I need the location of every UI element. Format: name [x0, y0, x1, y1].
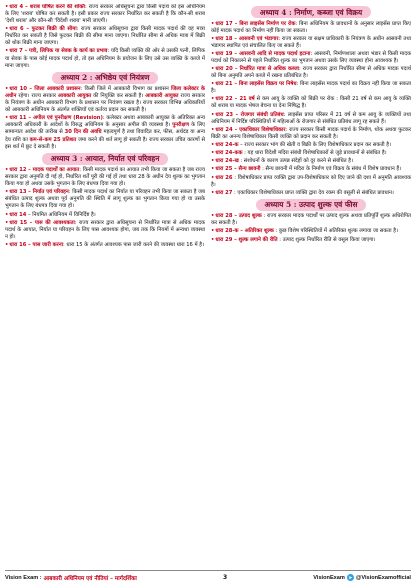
section-item	[5, 115, 205, 150]
section-item	[5, 167, 205, 188]
section-text: के लिए सामान्यतः आदेश की तारीख से	[5, 122, 205, 136]
section-label: धारा 21 – बिना लाइसेंस विक्रय पर निषेध	[215, 81, 297, 88]
bullet-icon: •	[5, 26, 9, 33]
section-item	[211, 96, 411, 110]
section-label: धारा 19 – आसवनी आदि से मादक पदार्थ हटाना	[215, 50, 311, 57]
left-column	[5, 4, 205, 567]
bullet-icon: •	[5, 48, 9, 55]
section-label: धारा 29 – शुल्क लगाने की रीति	[215, 236, 278, 243]
section-item	[211, 158, 411, 165]
section-item	[211, 190, 411, 197]
page-footer	[5, 570, 411, 584]
section-text: – नियमित अधिनियम में विनिर्दिष्ट है।	[26, 211, 96, 218]
section-text: : राज्य सरकार किसी मादक पदार्थ के निर्माण, थोक अथवा फुटकर बिक्री का अनन्य विशेषाधिकार किसी व्यक्ति को प्रदान कर सकती है।	[211, 126, 411, 140]
footer-guide-title: आबकारी अधिनियम एवं नीतियां – मार्गदर्शिका	[43, 575, 137, 582]
section-text: राज्य सरकार के नियंत्रण के अधीन आबकारी विभाग के प्रशासन पर नियंत्रण रखता है। राज्य सरकार विभिन्न अधिकारियों को आबकारी अधिनियम के अंतर्गत शक्तियाँ एवं कर्तव्य प्रदान कर सकती है।	[5, 93, 205, 114]
page-number: 3	[222, 574, 228, 581]
section-text: : राज्य सरकार द्वारा अधिसूचना से निर्धारित मात्रा से अधिक मादक पदार्थ के आयात, निर्यात या परिवहन के लिए पास आवश्यक होगा, जब तक कि नियमों में अन्यथा व्यवस्था न हो।	[5, 219, 205, 240]
section-item	[211, 81, 411, 95]
section-item	[5, 220, 205, 241]
bullet-icon: •	[211, 174, 215, 181]
chapter-heading: अध्याय 4 : निर्माण, कब्जा एवं विक्रय	[251, 6, 371, 18]
bullet-icon: •	[5, 189, 9, 196]
section-item	[211, 112, 411, 126]
highlight-text: आबकारी आयुक्त	[145, 93, 179, 100]
bullet-icon: •	[5, 211, 9, 218]
footer-brand-right: VisionExam	[313, 574, 345, 581]
section-text: महत्वपूर्ण है तथा विवादित कर, फीस, अर्थदंड या अन्य देय राशि का	[5, 129, 205, 143]
bullet-icon: •	[211, 189, 215, 196]
section-label: धारा 6 – फुटकर बिक्री की सीमा	[9, 26, 77, 33]
section-label: धारा 12 – मादक पदार्थों का आयात	[9, 167, 80, 174]
section-item	[5, 242, 205, 249]
section-label: धारा 26	[215, 174, 233, 181]
section-item	[211, 150, 411, 157]
bullet-icon: •	[5, 86, 9, 93]
footer-social[interactable]	[313, 574, 411, 581]
section-label: धारा 4 – शराब घोषित करने की शक्ति	[9, 4, 85, 10]
bullet-icon: •	[211, 96, 215, 103]
section-text: की नियुक्ति कर सकती है।	[91, 93, 146, 100]
section-label: धारा 25 – सैन्य छावनी	[215, 166, 261, 173]
bullet-icon: •	[5, 167, 9, 174]
section-text: : उत्पाद शुल्क निर्धारित रीति से वसूल किया जाएगा।	[277, 236, 376, 243]
section-text: : कुछ विशेष परिस्थितियों में अतिरिक्त शुल्क लगाया जा सकता है।	[273, 228, 398, 235]
section-text: : राज्य सरकार या सक्षम प्राधिकारी के नियंत्रण के अधीन आसवनी तथा भंडागार स्थापित एवं संचालित किए जा सकते हैं।	[211, 35, 411, 49]
section-label: धारा 17 – बिना लाइसेंस निर्माण पर रोक	[215, 20, 296, 27]
section-text: : लाइसेंस प्राप्त परिसर में 21 वर्ष से कम आयु के व्यक्तियों तथा अधिनियम में निर्दिष्ट परिस्थितियों में महिलाओं के रोजगार से संबंधित प्रतिबंध लागू रह सकते हैं।	[211, 111, 411, 125]
section-text: जमा करने की शर्त लागू हो सकती है। राज्य सरकार उचित कारणों से इस शर्त में छूट दे सकती है।	[5, 136, 205, 150]
section-label: धारा 18 – आसवनी एवं भंडागार	[215, 35, 279, 42]
section-text: : कलेक्टर अथवा आबकारी आयुक्त के अतिरिक्त अन्य आबकारी अधिकारी के आदेशों के विरुद्ध अधिनियम के अनुसार अपील की व्यवस्था है।	[5, 115, 205, 129]
section-text: : किसी जिले में आबकारी विभाग का प्रशासन	[80, 86, 172, 93]
chapter-heading: अध्याय 3 : आयात, निर्यात एवं परिवहन	[42, 153, 169, 165]
section-text: : सैन्य छावनी में मदिरा के निर्माण एवं विक्रय के संबंध में विशेष प्रावधान हैं।	[260, 166, 402, 173]
section-item	[211, 142, 411, 149]
section-label: धारा 10 – जिला आबकारी प्रशासन	[9, 86, 81, 93]
bullet-icon: •	[211, 66, 215, 73]
section-label: धारा 22 – 21 वर्ष	[215, 96, 255, 103]
section-item	[211, 127, 411, 141]
bullet-icon: •	[211, 111, 215, 118]
section-text: : राज्य सरकार द्वारा निर्धारित सीमा से अधिक मादक पदार्थ को बिना अनुमति अपने कब्जे में रखना प्रतिबंधित है।	[211, 66, 411, 80]
chapter-heading: अध्याय 2 : अभिष्ठेय एवं नियंत्रण	[52, 72, 159, 84]
section-text: : किसी मादक पदार्थ का निर्यात या परिवहन तभी किया जा सकता है जब संबंधित उत्पाद शुल्क अथवा पूर्व अनुमति की स्थिति में लागू शुल्क का भुगतान किया गया हो या उसके भुगतान के लिए बंधपत्र दिया गया हो।	[5, 189, 205, 210]
section-text: रहेगा। राज्य सरकार	[16, 93, 58, 100]
section-item	[211, 228, 411, 235]
section-label: धारा 24-क	[215, 142, 239, 148]
section-item	[211, 21, 411, 35]
section-label: धारा 24-ख	[215, 158, 239, 165]
section-item	[211, 166, 411, 173]
section-item	[211, 66, 411, 80]
bullet-icon: •	[211, 213, 215, 220]
bullet-icon: •	[5, 4, 9, 10]
section-label: धारा 24 – एकाधिकार विशेषाधिकार	[215, 126, 286, 133]
footer-brand: Vision Exam :	[5, 574, 42, 581]
section-item	[211, 175, 411, 189]
bullet-icon: •	[211, 50, 215, 57]
section-text: : राज्य सरकार अधिसूचना द्वारा किसी मादक पदार्थ की वह मात्रा निर्धारित कर सकती है जिसे फुटकर बिक्री की सीमा माना जाएगा। निर्धारित सीमा से अधिक मात्रा में बिक्री को थोक बिक्री माना जाएगा।	[5, 26, 205, 47]
section-label: धारा 14	[9, 211, 27, 218]
bullet-icon: •	[211, 228, 215, 235]
highlight-text: आबकारी आयुक्त	[57, 93, 92, 100]
footer-handle: @VisionExamofficial	[355, 574, 411, 581]
section-label: धारा 11 – अपील एवं पुनरीक्षण (Revision)	[9, 115, 103, 122]
bullet-icon: •	[5, 115, 9, 122]
section-item	[211, 51, 411, 65]
section-label: धारा 24-कक	[215, 150, 243, 157]
section-label: धारा 27	[215, 189, 233, 196]
section-item	[5, 212, 205, 219]
bullet-icon: •	[211, 142, 215, 148]
section-item	[5, 4, 205, 25]
section-text: : बिना लाइसेंस मादक पदार्थ का विक्रय नहीं किया जा सकता है।	[211, 81, 411, 95]
section-item	[211, 213, 411, 227]
highlight-text: 30 दिन की अवधि	[64, 129, 102, 136]
section-text: : संशोधनों के कारण उत्पन्न संदेहों को दूर करने से संबंधित है।	[238, 158, 353, 165]
bullet-icon: •	[211, 35, 215, 42]
bullet-icon: •	[211, 81, 215, 88]
bullet-icon: •	[5, 219, 9, 226]
highlight-text: जिला कलेक्टर के अधीन	[5, 86, 205, 100]
highlight-text: कम-से-कम 25 प्रतिशत	[29, 136, 77, 143]
bullet-icon: •	[211, 20, 215, 27]
section-label: धारा 13 – निर्यात एवं परिवहन	[9, 189, 69, 196]
section-text: : धारा 15 के अंतर्गत आवश्यक पास जारी करने की व्यवस्था धारा 16 में है।	[62, 241, 204, 248]
bullet-icon: •	[211, 126, 215, 133]
section-text: : आसवनी, निर्माणशाला अथवा भंडार से किसी मादक पदार्थ को निकालने से पहले निर्धारित शुल्क का भुगतान अथवा उसके लिए व्यवस्था होना आवश्यक है।	[211, 50, 411, 64]
chapter-heading: अध्याय 5 : उत्पाद शुल्क एवं फीस	[256, 199, 367, 211]
section-text: : राज्य सरकार मादक पदार्थों पर उत्पाद शुल्क अथवा प्रतिपूर्ति शुल्क अधिरोपित कर सकती है।	[211, 213, 411, 227]
section-label: धारा 20 – निर्धारित मात्रा से अधिक कब्जा	[215, 66, 300, 73]
section-text: – राज्य सरकार भांग की खेती व बिक्री के लिए विशेषाधिकार प्रदान कर सकती है।	[238, 142, 391, 148]
section-text: : यह धारा विदेशी मदिरा संबंधी विशेषाधिकारों से जुड़े प्रावधानों से संबंधित है।	[242, 150, 387, 157]
section-item	[211, 36, 411, 50]
content-columns	[5, 4, 411, 567]
section-item	[5, 26, 205, 47]
bullet-icon: •	[211, 236, 215, 243]
highlight-text: पुनरीक्षण	[172, 122, 189, 129]
telegram-icon: ➤	[348, 575, 353, 580]
section-label: धारा 23 – रोजगार संबंधी प्रतिबंध	[215, 111, 284, 118]
section-label: धारा 7 – पत्री, लिपिक या सेवक के कार्य का प्रभाव	[9, 48, 108, 55]
section-text: : विशेषाधिकार प्राप्त व्यक्ति द्वारा उप-विशेषाधिकार को दिए जाने की दशा में अनुमति आवश्यक है।	[211, 174, 411, 188]
section-label: धारा 15 – पास की आवश्यकता	[9, 219, 75, 226]
bullet-icon: •	[211, 158, 215, 165]
bullet-icon: •	[5, 241, 9, 248]
section-text: : एकाधिकार विशेषाधिकार प्राप्त व्यक्ति द्वारा देय रकम की वसूली से संबंधित प्रावधान।	[232, 189, 394, 196]
bullet-icon: •	[211, 150, 215, 157]
section-label: धारा 16 – पास जारी करना	[9, 241, 63, 248]
section-item	[5, 189, 205, 210]
bullet-icon: •	[211, 166, 215, 173]
section-text: : राज्य सरकार अधिसूचना द्वारा किसी पदार्थ को इस अधिनियम के लिए 'शराब' घोषित कर सकती है। इसी प्रकार राज्य सरकार निर्धारित कर सकती है कि कौन-सी शराब 'देशी शराब' और कौन-सी 'विदेशी शराब' मानी जाएगी।	[5, 4, 205, 25]
section-item	[5, 48, 205, 69]
section-item	[5, 86, 205, 114]
section-text: : किसी मादक पदार्थ का आयात तभी किया जा सकता है जब राज्य सरकार द्वारा अनुमति दी गई हो, निर्धारित शर्तें पूरी की गई हों तथा धारा 28 के अधीन देय शुल्क का भुगतान किया गया हो अथवा उसके भुगतान के लिए बंधपत्र दिया गया हो।	[5, 167, 205, 188]
section-text: से कम आयु के व्यक्ति को बिक्री पर रोक : किसी 21 वर्ष से कम आयु के व्यक्ति को शराब या मादक भेषज बेचना या देना निषिद्ध है।	[211, 96, 411, 110]
section-label: धारा 28-क – अतिरिक्त शुल्क	[215, 228, 274, 235]
section-text: : यदि किसी व्यक्ति की ओर से उसकी पत्नी, लिपिक या सेवक के पास कोई मादक पदार्थ हो, तो इस अधिनियम के प्रयोजन के लिए उसे उस व्यक्ति के कब्जे में माना जाएगा।	[5, 48, 205, 69]
section-item	[211, 237, 411, 244]
section-label: धारा 28 – उत्पाद शुल्क	[215, 213, 262, 220]
right-column	[211, 4, 411, 567]
section-text: : बिना अधिनियम के प्रावधानों के अनुसार लाइसेंस प्राप्त किए कोई मादक पदार्थ का निर्माण नहीं किया जा सकता।	[211, 20, 411, 34]
